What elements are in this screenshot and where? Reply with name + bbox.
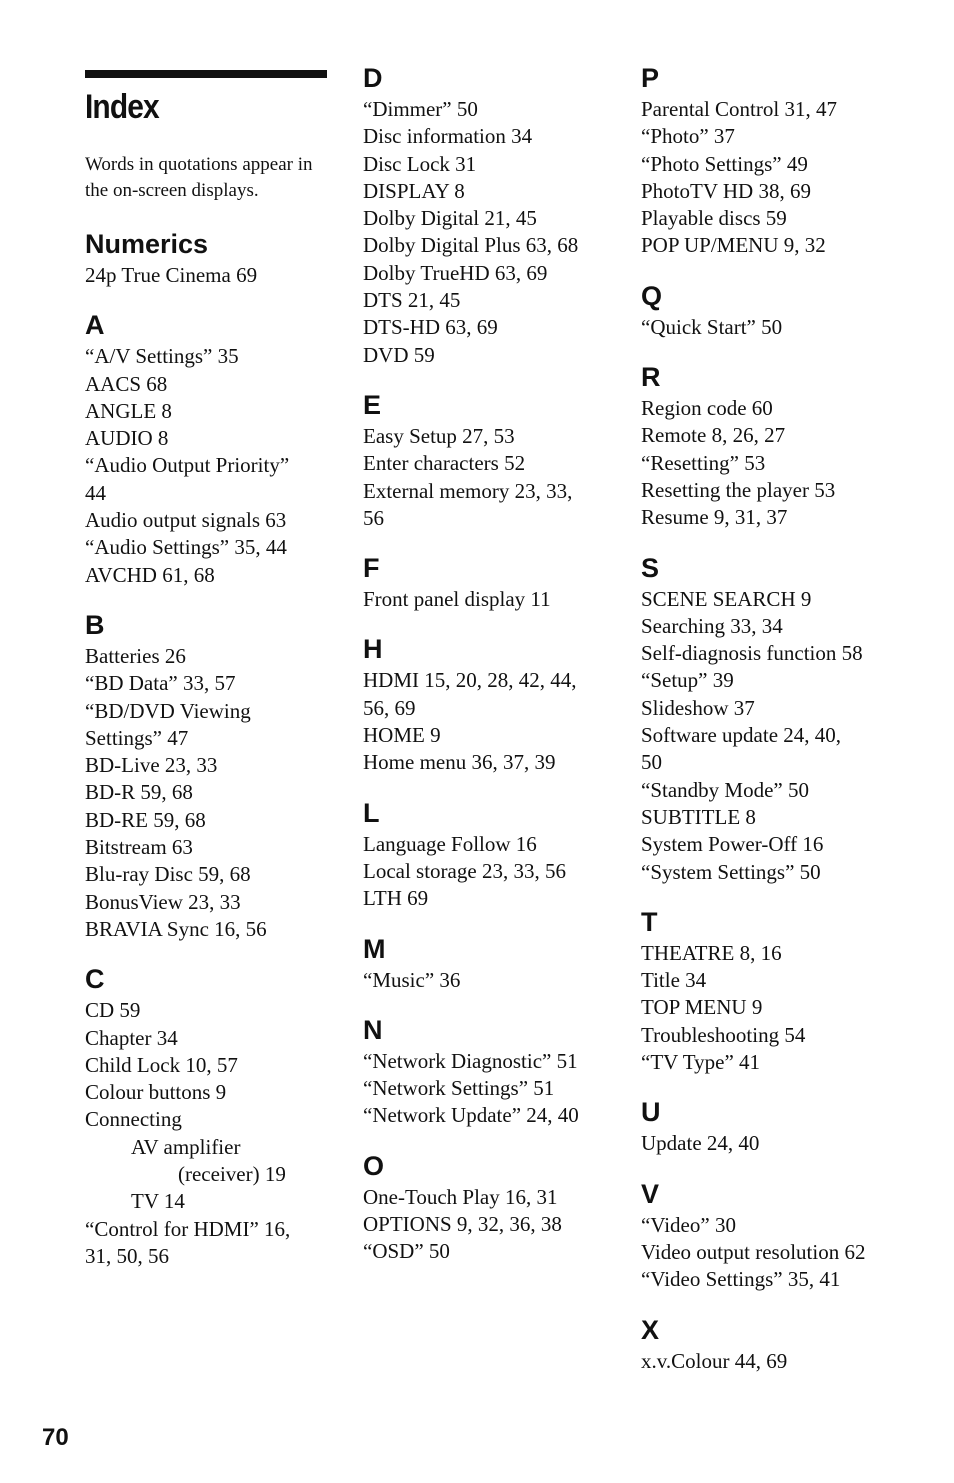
index-entry: 50 <box>641 750 662 775</box>
index-entry: “Network Diagnostic” 51 <box>363 1048 578 1073</box>
index-entry: Resetting the player 53 <box>641 477 836 502</box>
index-column-3 <box>641 62 901 1375</box>
index-entry: (receiver) 19 <box>178 1162 286 1187</box>
index-entry: Easy Setup 27, 53 <box>363 423 515 448</box>
index-entry: POP UP/MENU 9, 32 <box>641 233 826 258</box>
index-entry: DVD 59 <box>363 342 435 367</box>
section-heading: X <box>641 1314 660 1345</box>
index-entry: Settings” 47 <box>85 725 189 750</box>
index-entry: PhotoTV HD 38, 69 <box>641 178 811 203</box>
index-entry: TOP MENU 9 <box>641 995 763 1020</box>
index-entry: “Dimmer” 50 <box>363 97 478 121</box>
index-entry: “TV Type” 41 <box>641 1050 761 1075</box>
index-entry: Disc information 34 <box>363 124 533 149</box>
index-entry: “Network Settings” 51 <box>363 1076 555 1101</box>
index-entry: Remote 8, 26, 27 <box>641 423 786 448</box>
section-heading: E <box>363 389 382 420</box>
index-entry: Blu-ray Disc 59, 68 <box>85 862 251 887</box>
index-entry: HDMI 15, 20, 28, 42, 44, <box>363 668 577 693</box>
section-heading: P <box>641 63 660 93</box>
index-entry: LTH 69 <box>363 886 429 911</box>
index-entry: Slideshow 37 <box>641 695 755 720</box>
index-entry: BD-RE 59, 68 <box>85 807 206 832</box>
column-sections <box>363 62 618 1266</box>
section-heading: Numerics <box>85 229 209 259</box>
index-entry: “Video” 30 <box>641 1212 736 1237</box>
column-sections <box>641 62 901 1375</box>
index-entry: Bitstream 63 <box>85 835 193 860</box>
section-heading: S <box>641 552 660 583</box>
index-entry: Title 34 <box>641 968 707 993</box>
index-entry: Audio output signals 63 <box>85 508 287 533</box>
index-entry: Dolby Digital Plus 63, 68 <box>363 233 579 258</box>
index-entry: “Resetting” 53 <box>641 450 766 475</box>
index-entry: Searching 33, 34 <box>641 613 783 638</box>
index-entry: “Music” 36 <box>363 967 461 992</box>
index-entry: Local storage 23, 33, 56 <box>363 858 566 883</box>
section-heading: O <box>363 1150 385 1181</box>
index-entry: CD 59 <box>85 998 141 1023</box>
index-entry: Home menu 36, 37, 39 <box>363 750 556 775</box>
index-entry: “OSD” 50 <box>363 1239 450 1264</box>
index-entry: “BD/DVD Viewing <box>85 698 251 723</box>
section-heading: H <box>363 634 383 665</box>
index-entry: “Audio Output Priority” <box>85 453 290 478</box>
index-entry: Chapter 34 <box>85 1025 178 1050</box>
index-entry: x.v.Colour 44, 69 <box>641 1348 788 1373</box>
index-entry: Update 24, 40 <box>641 1131 760 1156</box>
index-entry: Disc Lock 31 <box>363 151 477 176</box>
section-heading: N <box>363 1014 383 1045</box>
section-heading: T <box>641 906 658 937</box>
section-heading: D <box>363 63 383 93</box>
index-entry: 44 <box>85 480 106 505</box>
index-entry: “Standby Mode” 50 <box>641 777 809 802</box>
index-entry: “System Settings” 50 <box>641 859 821 884</box>
index-entry: 24p True Cinema 69 <box>85 263 258 287</box>
index-entry: 56 <box>363 505 384 530</box>
index-entry: “Video Settings” 35, 41 <box>641 1267 841 1292</box>
index-entry: HOME 9 <box>363 723 441 748</box>
index-entry: Dolby Digital 21, 45 <box>363 206 537 231</box>
index-entry: Parental Control 31, 47 <box>641 97 837 121</box>
title-rule <box>85 70 327 78</box>
index-entry: TV 14 <box>131 1189 185 1214</box>
index-entry: OPTIONS 9, 32, 36, 38 <box>363 1212 562 1237</box>
section-heading: F <box>363 553 380 584</box>
section-heading: R <box>641 362 661 393</box>
index-entry: Dolby TrueHD 63, 69 <box>363 260 548 285</box>
index-entry: Batteries 26 <box>85 643 186 668</box>
index-entry: ANGLE 8 <box>85 398 172 423</box>
index-entry: Software update 24, 40, <box>641 723 842 748</box>
index-entry: Region code 60 <box>641 396 773 421</box>
index-entry: Self-diagnosis function 58 <box>641 641 863 666</box>
index-entry: Playable discs 59 <box>641 206 787 231</box>
section-heading: A <box>85 310 105 341</box>
index-entry: THEATRE 8, 16 <box>641 940 782 965</box>
section-heading: C <box>85 964 105 995</box>
index-entry: Video output resolution 62 <box>641 1239 866 1264</box>
index-entry: “BD Data” 33, 57 <box>85 671 236 696</box>
index-column-1 <box>85 62 335 1270</box>
index-entry: Child Lock 10, 57 <box>85 1052 238 1077</box>
index-entry: System Power-Off 16 <box>641 832 824 857</box>
index-entry: “Setup” 39 <box>641 668 734 693</box>
index-entry: One-Touch Play 16, 31 <box>363 1184 558 1209</box>
index-entry: AUDIO 8 <box>85 426 169 451</box>
index-entry: External memory 23, 33, <box>363 478 573 503</box>
index-entry: “Quick Start” 50 <box>641 314 783 339</box>
section-heading: M <box>363 933 386 964</box>
index-entry: “A/V Settings” 35 <box>85 344 239 369</box>
index-entry: Troubleshooting 54 <box>641 1022 806 1047</box>
index-entry: Enter characters 52 <box>363 451 526 476</box>
index-entry: AACS 68 <box>85 371 168 396</box>
index-entry: Language Follow 16 <box>363 831 537 856</box>
index-entry: BD-R 59, 68 <box>85 780 193 805</box>
index-entry: “Network Update” 24, 40 <box>363 1103 579 1128</box>
index-entry: Resume 9, 31, 37 <box>641 505 788 530</box>
section-heading: B <box>85 609 105 640</box>
index-entry: “Photo” 37 <box>641 124 735 149</box>
section-heading: L <box>363 797 380 828</box>
index-entry: DTS-HD 63, 69 <box>363 315 498 340</box>
index-entry: BD-Live 23, 33 <box>85 753 218 778</box>
section-heading: V <box>641 1178 660 1209</box>
section-heading: U <box>641 1097 661 1128</box>
index-entry: 56, 69 <box>363 695 416 720</box>
index-entry: DISPLAY 8 <box>363 178 465 203</box>
column-sections <box>85 228 335 1270</box>
index-entry: BonusView 23, 33 <box>85 889 241 914</box>
page-title: Index <box>85 88 159 126</box>
index-entry: “Photo Settings” 49 <box>641 151 808 176</box>
index-entry: 31, 50, 56 <box>85 1243 169 1268</box>
index-entry: BRAVIA Sync 16, 56 <box>85 916 267 941</box>
index-entry: Colour buttons 9 <box>85 1080 227 1105</box>
index-entry: “Control for HDMI” 16, <box>85 1216 291 1241</box>
index-entry: AV amplifier <box>131 1134 241 1159</box>
index-column-2 <box>363 62 618 1266</box>
intro-text: Words in quotations appear in the on-screen displays. <box>85 154 313 201</box>
index-entry: SCENE SEARCH 9 <box>641 586 812 611</box>
index-entry: Connecting <box>85 1107 182 1132</box>
section-heading: Q <box>641 280 663 311</box>
index-entry: Front panel display 11 <box>363 587 551 612</box>
index-entry: “Audio Settings” 35, 44 <box>85 535 287 560</box>
index-entry: AVCHD 61, 68 <box>85 562 215 587</box>
index-entry: SUBTITLE 8 <box>641 804 756 829</box>
index-entry: DTS 21, 45 <box>363 288 461 313</box>
page-number: 70 <box>42 1424 69 1451</box>
